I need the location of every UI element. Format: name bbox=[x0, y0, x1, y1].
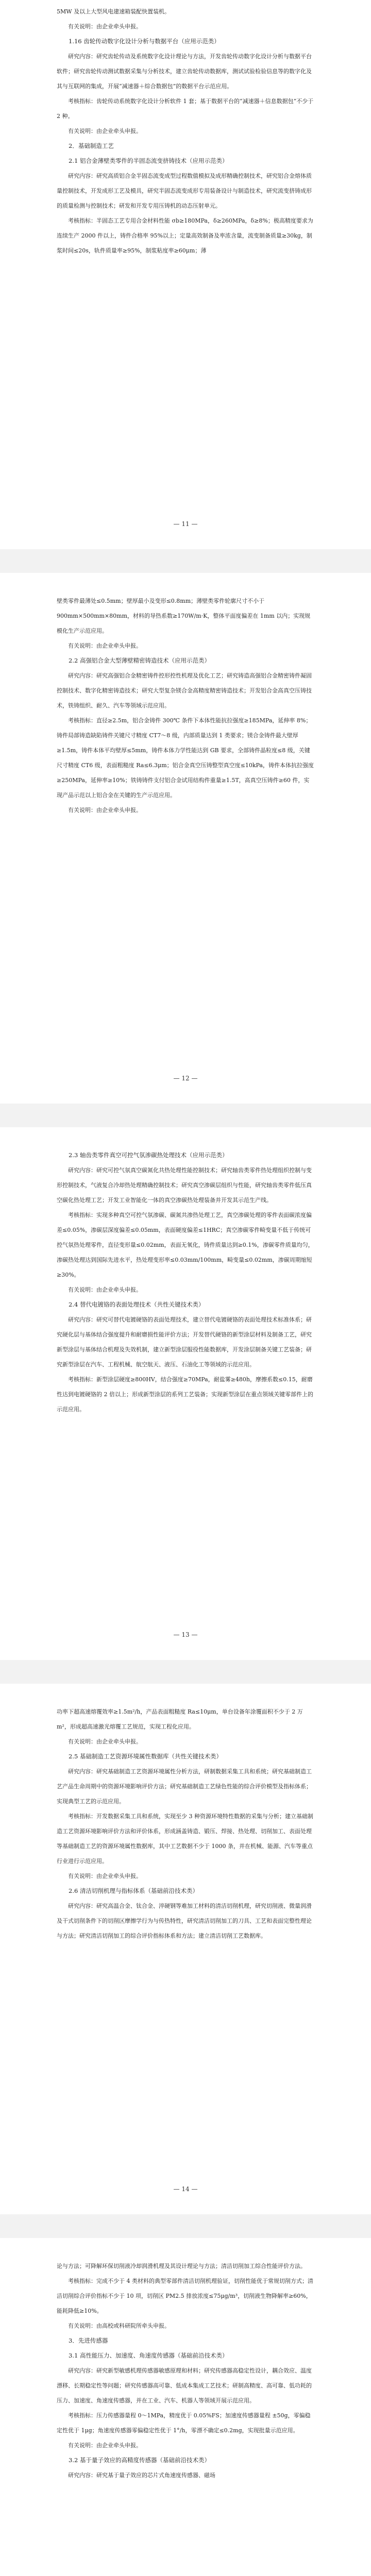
section-heading: 1.16 齿轮传动数字化设计分析与数据平台（应用示范类） bbox=[69, 38, 220, 45]
paragraph: 功率下超高速熔覆效率≥1.5m²/h，产品表面粗糙度 Ra≤10μm，单台设备年涂覆面积不少于 2 万 m²，形成超高速激光熔覆工艺规范，实现工程化应用。 bbox=[57, 1708, 303, 1730]
paragraph: 研究内容：研究高质铝合金半固态流变成型过程数值模拟及成形精确控制技术，研究铝合金熔体质量控制技术，开发成形工艺及模具，研究半固态流变成形专用装备设计与制造技术，研究流变挤铸成形的质量检测与控制技术；研发和开发专用压铸机的动态压射单元。 bbox=[57, 173, 312, 209]
section-heading: 2.3 轴齿类零件真空可控气氛渗碳热处理技术（应用示范类） bbox=[69, 1151, 228, 1159]
document-page-3 bbox=[0, 1127, 371, 1660]
paragraph: 有关说明：由企业牵头申报。 bbox=[68, 23, 142, 30]
page-gap bbox=[0, 2214, 371, 2238]
section-heading: 2.5 基础制造工艺资源环境属性数据库（共性关键技术类） bbox=[69, 1753, 222, 1760]
paragraph: 5MW 及以上大型风电建速箱装配快置装机。 bbox=[57, 8, 171, 15]
page-number: — 13 — bbox=[173, 1631, 198, 1638]
paragraph: 考核指标：直径≥2.5m，铝合金铸件 300℃ 条件下本体性能抗拉强度≥185MPa，延伸率 8%；铸件局部铸造缺陷铸件关键尺寸精度 CT7～8 级，内部质量达到 1 类要求；镁合金铸件最大壁厚≥1.5m，铸件本体平均壁厚≤5mm，铸件本体力学性能达到 GB 要求，全部铸件晶粒度≤8 级，关键尺寸精度 CT6 级，表面粗糙度 Ra≤6.3μm；铝合金真空压铸整型真空度≤10kPa，铸件本体抗拉强度≥250MPa，延伸率≥10%；铁铸铸件支付铝合金试用结构件重量≥1.5T，高真空压铸件≥60 件，实现产品示范以上铝合金在关键的生产示范应用。 bbox=[57, 717, 314, 799]
paragraph: 有关说明：由企业牵头申报。 bbox=[68, 807, 142, 814]
document-page-5 bbox=[0, 2238, 371, 2576]
paragraph: 有关说明：由企业牵头申报。 bbox=[68, 1286, 142, 1293]
section-heading: 2.6 清洁切削机理与指标体系（基础前沿技术类） bbox=[69, 1887, 198, 1894]
paragraph: 有关说明：由高校或科研院所牵头申报。 bbox=[68, 2323, 170, 2329]
paragraph: 考核指标：半固态工艺专用合金材料性能 σb≥180MPa，δ≥260MPa，δ≥8%；极高精度要求为连续生产 2000 件以上，铸件合格率 95%以上；定量高效制备及率浓含量，流变制备质量≥30kg，制浆时间≤20s，轨件质量率≥95%，制浆粘度率≥60μm；薄 bbox=[57, 217, 313, 254]
paragraph: 有关说明：由企业牵头申报。 bbox=[68, 1738, 142, 1745]
paragraph: 考核指标：新型涂层硬度≥800HV，结合强度≥70MPa，耐盐雾≥480h，摩擦系数≤0.15，耐磨性达到电镀硬铬的 2 倍以上；形成新型涂层的系列工艺装备；实现新型涂层在重点领域关键零部件上的示范应用。 bbox=[57, 1376, 313, 1413]
paragraph: 考核指标：实现多种真空可控气氛渗碳、碳氮共渗热处理工艺，真空渗碳处理的零件表面碳浓度偏差≤0.05%，渗碳层深度偏差≤0.05mm，表面硬度偏差≤1HRC；真空渗碳零件畸变量不低于传统可控气氛热处理零件，直径变形量≤0.02mm，表面无氧化，铸件质量达到≥0.1%，渗碳零件质量均匀，渗碳热处理达到国际先进水平，热处理变形率≤0.03mm/100mm，畸变量≤0.02mm，渗碳周期缩短≥30%。 bbox=[57, 1212, 314, 1278]
document-page-2 bbox=[0, 573, 371, 1104]
paragraph: 考核指标：开发数据采集工具和系统，实现至少 3 种资源环境特性数据的采集与分析；建立基础制造工艺资源环境影响评价方法和评价体系，形成涵盖铸造、锻压、焊接、热处理、切削加工、表面处理等基础制造工艺的资源环境属性数据库，其中工艺数据不少于 1000 条，并在机械、能源、汽车等重点行业进行示范应用。 bbox=[57, 1813, 313, 1865]
paragraph: 研究内容：研究高温合金、钛合金、淬硬钢等难加工材料的清洁切削机理，研究切削液、微量润滑及干式切削条件下的切削区摩擦学行为与传热特性，研究清洁切削加工的刀具、工艺和表面完整性理论与方法；研究清洁切削加工的综合评价指标体系和方法；建立清洁切削工艺数据库。 bbox=[57, 1903, 312, 1939]
section-heading: 2.2 高强铝合金大型薄壁精密铸造技术（应用示范类） bbox=[69, 657, 210, 664]
paragraph: 研究内容：研究基于量子效应的芯片式角速度传感器、磁场 bbox=[68, 2472, 215, 2479]
page-number: — 14 — bbox=[173, 2185, 198, 2193]
paragraph: 有关说明：由企业牵头申报。 bbox=[68, 1873, 142, 1879]
paragraph: 有关说明：由企业牵头申报。 bbox=[68, 642, 142, 649]
paragraph: 考核指标：齿轮传动系统数字化设计分析软件 1 套；基于数据平台的“减速器＋信息数据包”不少于 2 种。 bbox=[57, 98, 314, 120]
page-gap bbox=[0, 1660, 371, 1684]
paragraph: 研究内容：研究齿轮传动及系统数字化设计理论与方法，开发齿轮传动数字化设计分析与数据平台软件；研究齿轮传动测试数据采集与分析技术，建立齿轮传动数据库，测试试验检验信息等的数字化及其与互联网的集成，开展“减速器＋综合数据包”的数据平台示范应用。 bbox=[57, 53, 312, 90]
paragraph: 研究内容：研究可控气氛真空碳氮化共热处理性能控制技术；研究轴齿类零件热处理组织控制与变形控制技术，气液复合冷却热处理精确控制技术；研究真空渗碳层组织与性能，研究轴齿类零件低压真空碳化热处理工艺；开发工业智能化一体的真空渗碳热处理装备并开发其示范生产线。 bbox=[57, 1167, 312, 1204]
page-number: — 11 — bbox=[173, 520, 198, 528]
section-heading: 3.2 基于量子效应的高精度传感器（基础前沿技术类） bbox=[69, 2456, 210, 2464]
paragraph: 壁类零件最薄处≤0.5mm；壁厚最小及变形≤0.8mm；薄壁类零件轮廓尺寸不小于 900mm×500mm×80mm，材料的导热系数≥170W/m·K，整体平面度偏差在 1mm 以内；实现规模化生产示范应用。 bbox=[57, 598, 311, 634]
paragraph: 研究内容：研究基础制造工艺资源环境属性分析方法，研制数据采集工具和系统；研究基础制造工艺产品生命周期中的资源环境影响评价方法；研究基础制造工艺绿色性能的综合评价模型及指标体系；实现典型工艺的示范应用。 bbox=[57, 1768, 312, 1805]
section-heading: 2.1 铝合金薄壁类零件的半固态流变挤铸技术（应用示范类） bbox=[69, 157, 228, 164]
page-number: — 12 — bbox=[173, 1075, 198, 1082]
document-page-1 bbox=[0, 0, 371, 549]
section-heading: 2.4 替代电镀铬的表面处理技术（共性关键技术类） bbox=[69, 1301, 205, 1308]
section-heading: 3．先进传感器 bbox=[69, 2337, 108, 2344]
paragraph: 有关说明：由企业牵头申报。 bbox=[68, 128, 142, 134]
document-page-4 bbox=[0, 1684, 371, 2214]
page-gap bbox=[0, 549, 371, 573]
paragraph: 研究内容：研究新型敏感机理传感器敏感原理和材料；研究传感器高稳定性设计，耦合效应、温度漂移、长期稳定性等问题；研究传感器高可靠、低成本集成工艺技术；研制高精度、高可靠、低功耗的压力、加速度、角速度传感器，并在工业、汽车、机器人等领域开展示范应用。 bbox=[57, 2367, 312, 2404]
page-gap bbox=[0, 1104, 371, 1127]
paragraph: 有关说明：由企业牵头申报。 bbox=[68, 2442, 142, 2449]
paragraph: 考核指标：压力传感器量程 0～1MPa，精度优于 0.05%FS；加速度传感器量程 ±50g，零偏稳定性优于 1μg；角速度传感器零偏稳定性优于 1°/h，零漂不确定≤0.2mg，实现批量示范应用。 bbox=[57, 2412, 311, 2434]
section-heading: 3.1 高性能压力、加速度、角速度传感器（基础前沿技术类） bbox=[69, 2352, 228, 2359]
paragraph: 研究内容：研究可替代电镀硬铬的表面处理技术，建立替代电镀硬铬的表面处理技术标准体系；研究硬化层与基体结合强度提升和耐磨损性能评价方法；开发替代硬铬的新型涂层材料及制备工艺，研究新型涂层与基体结合机理及失效机制，建立新型涂层服役性能数据库，开发涂层制备关键工艺装备；研究新型涂层在汽车、工程机械、航空航天、液压、石油化工等领域的示范应用。 bbox=[57, 1316, 312, 1368]
section-heading: 2．基础制造工艺 bbox=[69, 142, 114, 149]
paragraph: 研究内容：研究高强铝合金精密铸件控形控性机理及优化工艺；研究铸造高强铝合金精密铸件凝固控制技术、数字化精密铸造技术；研究大型复杂镁合金高精度精密铸造技术；开发铝合金高真空压铸技术，铁铸组织、耐久、汽车等领域示范应用。 bbox=[57, 672, 312, 709]
paragraph: 论与方法；可降解环保切削液冷却润滑机理及其设计理论与方法；清洁切削加工综合性能评价方法。 bbox=[57, 2263, 306, 2269]
paragraph: 考核指标：完成不少于 4 类材料的典型零部件清洁切削机理验证，切削性能优于常规切削方式；清洁切削综合评价指标不少于 10 项，切削区 PM2.5 排放浓度≤75μg/m³，切削液生物降解率≥60%，能耗降低≥10%。 bbox=[57, 2278, 313, 2314]
